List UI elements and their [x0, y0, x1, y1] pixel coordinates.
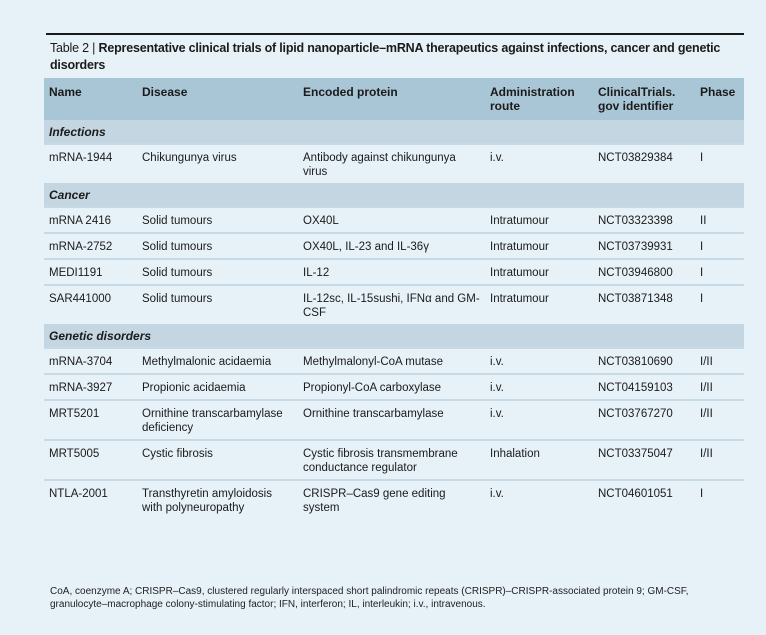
cell-administration-route: i.v.: [485, 400, 593, 440]
cell-encoded-protein: IL-12: [298, 259, 485, 285]
table-label: Table 2 |: [50, 41, 99, 55]
cell-phase: I/II: [695, 400, 744, 440]
cell-name: mRNA-1944: [44, 144, 137, 183]
cell-phase: II: [695, 207, 744, 233]
cell-encoded-protein: CRISPR–Cas9 gene editing system: [298, 480, 485, 519]
cell-administration-route: Intratumour: [485, 259, 593, 285]
cell-name: mRNA-2752: [44, 233, 137, 259]
cell-administration-route: Inhalation: [485, 440, 593, 480]
cell-identifier: NCT04601051: [593, 480, 695, 519]
table-row: [44, 400, 744, 440]
cell-administration-route: i.v.: [485, 144, 593, 183]
cell-disease: Cystic fibrosis: [137, 440, 298, 480]
cell-identifier: NCT03323398: [593, 207, 695, 233]
cell-disease: Propionic acidaemia: [137, 374, 298, 400]
section-title: Genetic disorders: [44, 324, 744, 348]
cell-disease: Transthyretin amyloidosis with polyneuropathy: [137, 480, 298, 519]
table-row: [44, 480, 744, 519]
section-row: [44, 120, 744, 144]
cell-phase: I: [695, 144, 744, 183]
cell-identifier: NCT03810690: [593, 348, 695, 374]
cell-encoded-protein: OX40L, IL-23 and IL-36γ: [298, 233, 485, 259]
table-row: [44, 440, 744, 480]
cell-disease: Ornithine transcarbamylase deficiency: [137, 400, 298, 440]
cell-name: mRNA-3704: [44, 348, 137, 374]
cell-name: NTLA-2001: [44, 480, 137, 519]
table-caption: [50, 40, 740, 74]
cell-name: MRT5201: [44, 400, 137, 440]
cell-administration-route: i.v.: [485, 480, 593, 519]
cell-encoded-protein: Antibody against chikungunya virus: [298, 144, 485, 183]
cell-identifier: NCT03375047: [593, 440, 695, 480]
header-row: [44, 78, 744, 120]
header-identifier: ClinicalTrials. gov identifier: [593, 78, 695, 120]
cell-name: mRNA 2416: [44, 207, 137, 233]
cell-administration-route: Intratumour: [485, 285, 593, 324]
cell-encoded-protein: Methylmalonyl-CoA mutase: [298, 348, 485, 374]
cell-identifier: NCT03739931: [593, 233, 695, 259]
cell-administration-route: i.v.: [485, 374, 593, 400]
table-row: [44, 374, 744, 400]
table-footnote: CoA, coenzyme A; CRISPR–Cas9, clustered regularly interspaced short palindromic repeats (CRISPR)–CRISPR-associated protein 9; GM-CSF, granulocyte–macrophage colony-stimulating factor; IFN, interferon; IL, interleukin; i.v., intravenous.: [50, 586, 689, 610]
cell-administration-route: i.v.: [485, 348, 593, 374]
cell-identifier: NCT03829384: [593, 144, 695, 183]
header-name: Name: [44, 78, 137, 120]
clinical-trials-table: [44, 78, 744, 519]
header-encoded-protein: Encoded protein: [298, 78, 485, 120]
cell-administration-route: Intratumour: [485, 233, 593, 259]
cell-phase: I: [695, 259, 744, 285]
header-disease: Disease: [137, 78, 298, 120]
cell-identifier: NCT03946800: [593, 259, 695, 285]
cell-phase: I: [695, 285, 744, 324]
table-row: [44, 207, 744, 233]
cell-disease: Solid tumours: [137, 259, 298, 285]
top-rule: [46, 33, 744, 35]
cell-name: SAR441000: [44, 285, 137, 324]
cell-identifier: NCT03767270: [593, 400, 695, 440]
table-title: Representative clinical trials of lipid nanoparticle–mRNA therapeutics against infections, cancer and genetic disorders: [50, 41, 721, 72]
header-administration-route: Administration route: [485, 78, 593, 120]
table-row: [44, 285, 744, 324]
cell-disease: Solid tumours: [137, 285, 298, 324]
cell-phase: I/II: [695, 348, 744, 374]
cell-name: MRT5005: [44, 440, 137, 480]
cell-disease: Chikungunya virus: [137, 144, 298, 183]
cell-encoded-protein: IL-12sc, IL-15sushi, IFNα and GM-CSF: [298, 285, 485, 324]
cell-phase: I: [695, 233, 744, 259]
table-row: [44, 144, 744, 183]
cell-disease: Methylmalonic acidaemia: [137, 348, 298, 374]
cell-identifier: NCT03871348: [593, 285, 695, 324]
table-row: [44, 259, 744, 285]
cell-disease: Solid tumours: [137, 207, 298, 233]
section-title: Cancer: [44, 183, 744, 207]
cell-encoded-protein: Cystic fibrosis transmembrane conductance regulator: [298, 440, 485, 480]
cell-phase: I: [695, 480, 744, 519]
cell-phase: I/II: [695, 440, 744, 480]
section-row: [44, 183, 744, 207]
cell-name: MEDI1191: [44, 259, 137, 285]
cell-encoded-protein: Ornithine transcarbamylase: [298, 400, 485, 440]
table-row: [44, 233, 744, 259]
cell-administration-route: Intratumour: [485, 207, 593, 233]
cell-identifier: NCT04159103: [593, 374, 695, 400]
cell-encoded-protein: Propionyl-CoA carboxylase: [298, 374, 485, 400]
section-title: Infections: [44, 120, 744, 144]
section-row: [44, 324, 744, 348]
table-row: [44, 348, 744, 374]
cell-encoded-protein: OX40L: [298, 207, 485, 233]
cell-name: mRNA-3927: [44, 374, 137, 400]
cell-disease: Solid tumours: [137, 233, 298, 259]
cell-phase: I/II: [695, 374, 744, 400]
table-body: [44, 120, 744, 519]
header-phase: Phase: [695, 78, 744, 120]
